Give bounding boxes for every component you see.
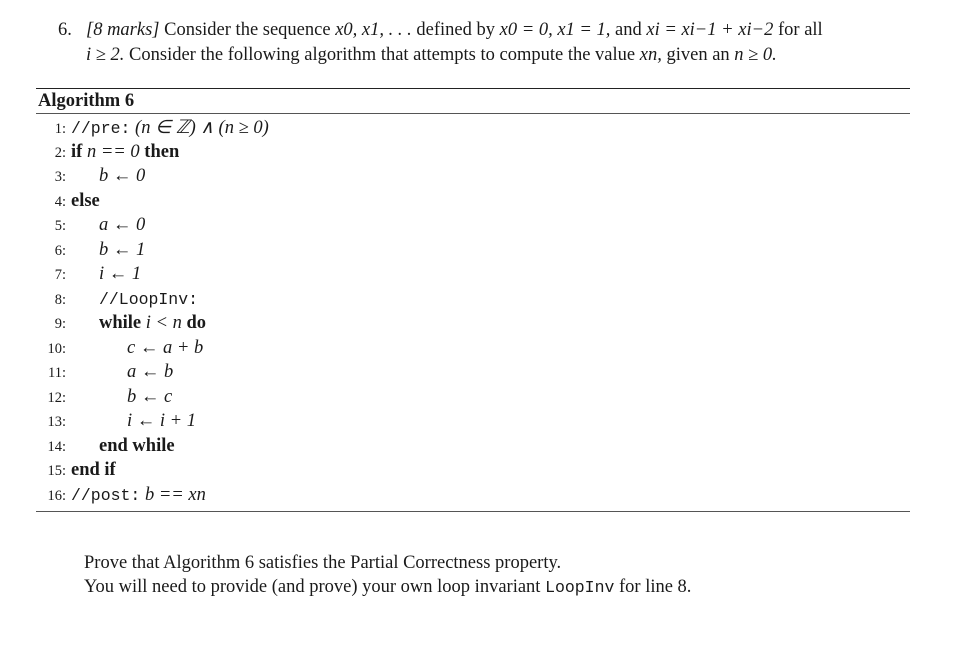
algorithm-lines: [36, 114, 910, 511]
algorithm-box: [36, 88, 910, 512]
algo-line-6: 6: b ← 1: [54, 240, 146, 260]
question-number: 6.: [58, 20, 72, 40]
algo-line-3: 3: b ← 0: [54, 166, 146, 186]
algo-line-14: 14: end while: [47, 436, 175, 456]
x0-definition: x0 = 0,: [499, 20, 553, 40]
algo-line-13: 13: i ← i + 1: [47, 411, 197, 431]
question-text: [58, 18, 918, 68]
index-condition: i ≥ 2.: [86, 45, 125, 65]
algo-line-16: 16: //post: b == xn: [47, 485, 206, 505]
algorithm-title: Algorithm 6: [38, 91, 135, 111]
prove-line-2: You will need to provide (and prove) your own loop invariant LoopInv for line 8.: [84, 577, 692, 597]
algo-line-10: 10: c ← a + b: [47, 338, 204, 358]
question-marks: [8 marks]: [86, 20, 160, 40]
bottom-rule: [36, 511, 910, 512]
algo-line-12: 12: b ← c: [47, 387, 173, 407]
sequence-math: x0, x1, . . .: [335, 20, 412, 40]
defined-by: defined by: [416, 20, 495, 40]
recurrence-math: xi = xi−1 + xi−2: [646, 20, 774, 40]
algo-line-7: 7: i ← 1: [54, 264, 142, 284]
algo-line-1: 1: //pre: (n ∈ ℤ) ∧ (n ≥ 0): [54, 118, 269, 138]
n-condition: n ≥ 0.: [734, 45, 777, 65]
algo-line-8: 8: //LoopInv:: [54, 290, 199, 309]
given-word: given an: [666, 45, 730, 65]
loopinv-code: LoopInv: [545, 578, 615, 597]
xn-math: xn,: [639, 45, 662, 65]
for-all-word: for all: [778, 20, 823, 40]
algo-line-4: 4: else: [54, 191, 100, 211]
prove-line-1: Prove that Algorithm 6 satisfies the Partial Correctness property.: [84, 553, 562, 573]
algo-line-5: 5: a ← 0: [54, 215, 146, 235]
and-word: and: [615, 20, 642, 40]
algo-line-9: 9: while i < n do: [54, 313, 207, 333]
x1-definition: x1 = 1,: [557, 20, 611, 40]
prove-instructions: [84, 551, 934, 600]
algo-line-15: 15: end if: [47, 460, 116, 480]
algo-line-11: 11: a ← b: [48, 362, 174, 382]
question-line2: Consider the following algorithm that attempts to compute the value: [129, 45, 636, 65]
algo-line-2: 2: if n == 0 then: [54, 142, 180, 162]
question-intro: Consider the sequence: [164, 20, 331, 40]
